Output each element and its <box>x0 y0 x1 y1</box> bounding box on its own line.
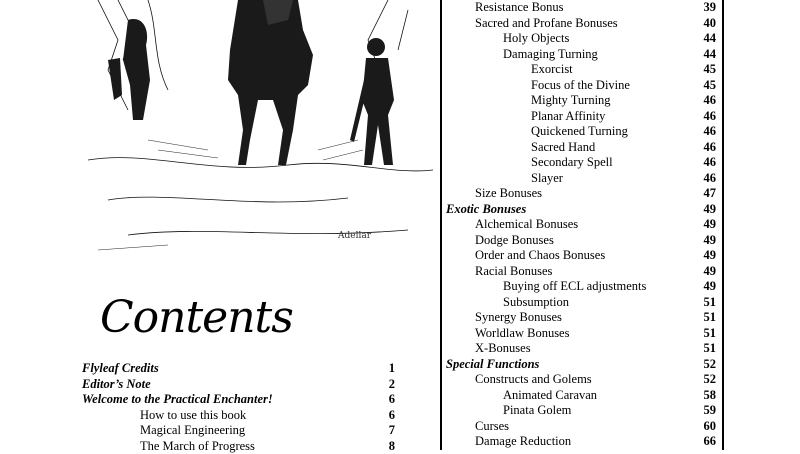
toc-entry-label: Flyleaf Credits <box>82 361 159 377</box>
toc-entry[interactable] <box>446 419 716 435</box>
page-border-right <box>722 0 724 450</box>
toc-entry-page-number: 46 <box>704 109 717 125</box>
toc-entry-page-number: 49 <box>704 279 717 295</box>
toc-entry-page-number: 49 <box>704 264 717 280</box>
toc-entry-page-number: 39 <box>704 0 717 16</box>
toc-entry-label: Constructs and Golems <box>446 372 592 388</box>
toc-entry-page-number: 44 <box>704 47 717 63</box>
toc-entry[interactable] <box>446 357 716 373</box>
toc-entry-label: Planar Affinity <box>446 109 605 125</box>
toc-entry[interactable] <box>446 78 716 94</box>
toc-entry-page-number: 52 <box>704 357 717 373</box>
toc-entry[interactable] <box>82 423 395 439</box>
toc-entry-label: Sacred Hand <box>446 140 595 156</box>
toc-entry-label: Buying off ECL adjustments <box>446 279 646 295</box>
engraving-illustration <box>88 0 433 275</box>
toc-entry-page-number: 7 <box>389 423 395 439</box>
toc-entry-page-number: 46 <box>704 124 717 140</box>
toc-entry[interactable] <box>446 326 716 342</box>
toc-entry[interactable] <box>446 341 716 357</box>
toc-entry[interactable] <box>446 279 716 295</box>
toc-entry-page-number: 52 <box>704 372 717 388</box>
toc-entry-label: Secondary Spell <box>446 155 613 171</box>
column-divider <box>440 0 442 450</box>
toc-entry[interactable] <box>82 392 395 408</box>
toc-entry-label: X-Bonuses <box>446 341 531 357</box>
toc-entry-page-number: 49 <box>704 217 717 233</box>
toc-entry[interactable] <box>446 264 716 280</box>
toc-entry-label: Slayer <box>446 171 563 187</box>
toc-entry-page-number: 6 <box>389 408 395 424</box>
toc-entry-label: Alchemical Bonuses <box>446 217 578 233</box>
toc-entry-label: Damaging Turning <box>446 47 598 63</box>
toc-entry[interactable] <box>446 388 716 404</box>
toc-entry-page-number: 49 <box>704 202 717 218</box>
toc-entry-label: Holy Objects <box>446 31 569 47</box>
toc-entry[interactable] <box>446 202 716 218</box>
toc-entry-page-number: 46 <box>704 155 717 171</box>
toc-entry-label: Order and Chaos Bonuses <box>446 248 605 264</box>
toc-entry-label: Racial Bonuses <box>446 264 552 280</box>
toc-entry-page-number: 51 <box>704 310 717 326</box>
toc-entry-label: Welcome to the Practical Enchanter! <box>82 392 273 408</box>
toc-entry-label: Curses <box>446 419 509 435</box>
toc-entry-page-number: 44 <box>704 31 717 47</box>
toc-entry-label: Dodge Bonuses <box>446 233 554 249</box>
toc-entry-page-number: 49 <box>704 233 717 249</box>
toc-entry[interactable] <box>446 16 716 32</box>
toc-entry[interactable] <box>446 93 716 109</box>
toc-entry-label: Editor’s Note <box>82 377 151 393</box>
toc-entry-label: Resistance Bonus <box>446 0 564 16</box>
toc-entry[interactable] <box>446 248 716 264</box>
toc-entry[interactable] <box>82 408 395 424</box>
toc-entry-page-number: 51 <box>704 295 717 311</box>
toc-entry[interactable] <box>446 31 716 47</box>
toc-entry-label: Synergy Bonuses <box>446 310 562 326</box>
toc-entry[interactable] <box>446 217 716 233</box>
toc-entry-label: Mighty Turning <box>446 93 611 109</box>
toc-entry[interactable] <box>446 109 716 125</box>
toc-entry-page-number: 46 <box>704 140 717 156</box>
toc-entry-label: Magical Engineering <box>82 423 245 439</box>
toc-entry-page-number: 47 <box>704 186 717 202</box>
toc-entry[interactable] <box>446 295 716 311</box>
toc-entry-page-number: 45 <box>704 78 717 94</box>
toc-entry-label: How to use this book <box>82 408 246 424</box>
toc-entry-page-number: 51 <box>704 341 717 357</box>
toc-entry-page-number: 1 <box>389 361 395 377</box>
toc-entry-page-number: 60 <box>704 419 717 435</box>
toc-entry-page-number: 6 <box>389 392 395 408</box>
toc-entry-page-number: 58 <box>704 388 717 404</box>
toc-entry-label: Sacred and Profane Bonuses <box>446 16 618 32</box>
toc-left-column <box>82 361 395 454</box>
toc-entry[interactable] <box>446 372 716 388</box>
toc-entry-page-number: 40 <box>704 16 717 32</box>
toc-entry[interactable] <box>446 186 716 202</box>
toc-entry-label: Damage Reduction <box>446 434 571 450</box>
artist-signature: Adellar <box>337 231 372 241</box>
toc-entry-page-number: 8 <box>389 439 395 454</box>
toc-entry[interactable] <box>446 171 716 187</box>
toc-entry[interactable] <box>446 310 716 326</box>
toc-entry-label: Subsumption <box>446 295 569 311</box>
toc-entry-label: Exorcist <box>446 62 573 78</box>
toc-entry[interactable] <box>446 434 716 450</box>
toc-entry[interactable] <box>446 62 716 78</box>
toc-entry-page-number: 46 <box>704 93 717 109</box>
toc-right-column <box>446 0 716 450</box>
toc-entry[interactable] <box>446 155 716 171</box>
toc-entry[interactable] <box>82 439 395 454</box>
toc-entry-label: Size Bonuses <box>446 186 542 202</box>
toc-entry-label: Animated Caravan <box>446 388 597 404</box>
toc-entry[interactable] <box>82 361 395 377</box>
toc-entry-page-number: 59 <box>704 403 717 419</box>
contents-title: Contents <box>100 296 293 340</box>
toc-entry[interactable] <box>82 377 395 393</box>
toc-entry[interactable] <box>446 0 716 16</box>
toc-entry[interactable] <box>446 124 716 140</box>
toc-entry-label: Special Functions <box>446 357 539 373</box>
toc-entry-page-number: 45 <box>704 62 717 78</box>
toc-entry-label: Quickened Turning <box>446 124 628 140</box>
toc-entry-label: Pinata Golem <box>446 403 571 419</box>
toc-entry-page-number: 2 <box>389 377 395 393</box>
toc-entry[interactable] <box>446 403 716 419</box>
toc-entry[interactable] <box>446 233 716 249</box>
toc-entry-label: Focus of the Divine <box>446 78 630 94</box>
toc-entry-label: The March of Progress <box>82 439 255 454</box>
toc-entry-label: Worldlaw Bonuses <box>446 326 569 342</box>
toc-entry[interactable] <box>446 140 716 156</box>
toc-entry[interactable] <box>446 47 716 63</box>
toc-entry-page-number: 49 <box>704 248 717 264</box>
toc-entry-label: Exotic Bonuses <box>446 202 526 218</box>
toc-entry-page-number: 46 <box>704 171 717 187</box>
toc-entry-page-number: 66 <box>704 434 717 450</box>
toc-entry-page-number: 51 <box>704 326 717 342</box>
